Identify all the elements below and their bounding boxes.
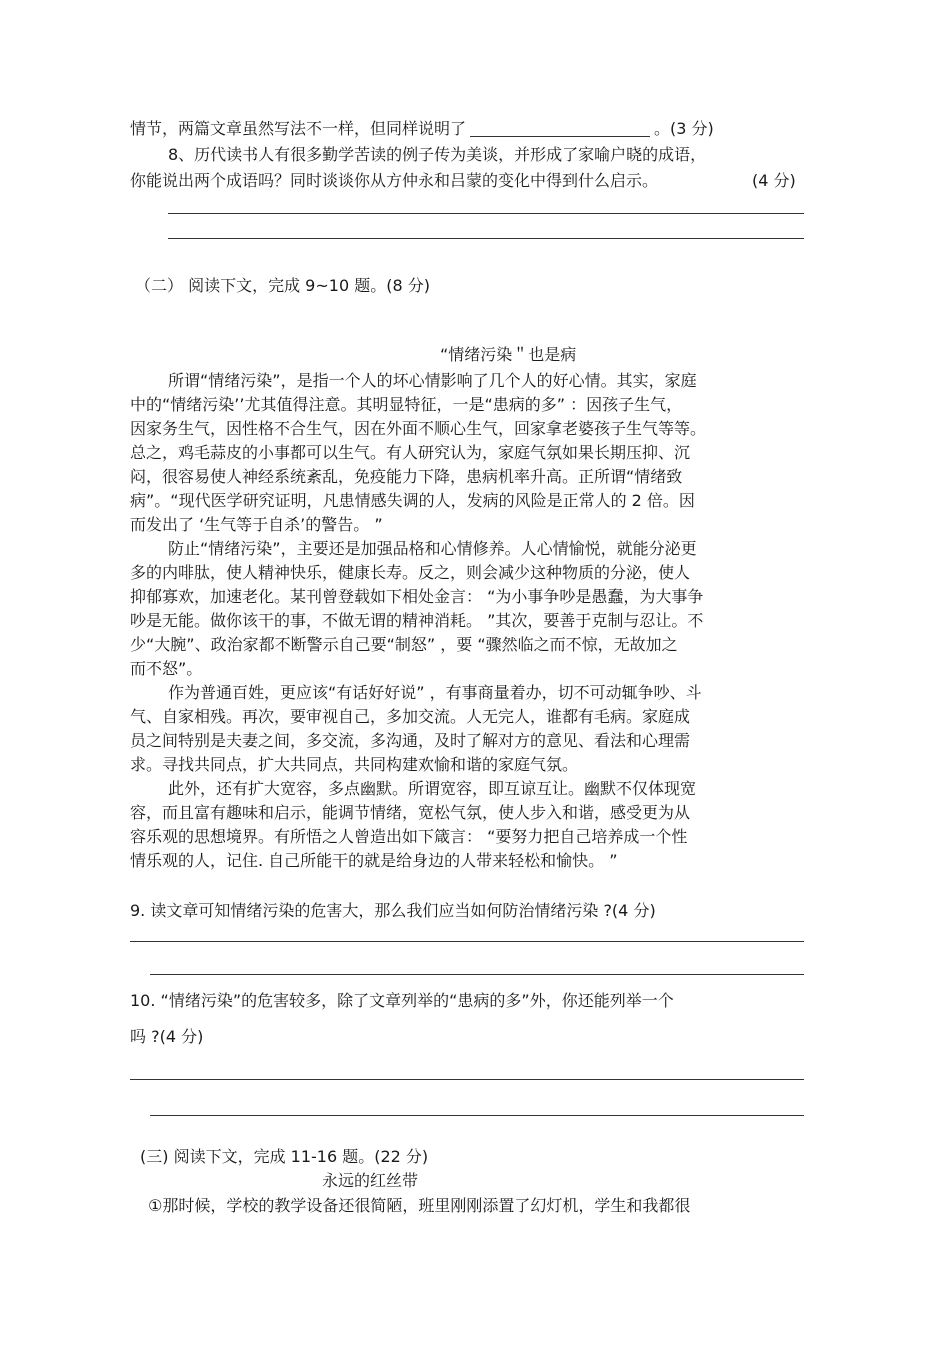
q8-answer-line-1[interactable]	[168, 213, 804, 214]
passage-line: 而不怒”。	[130, 659, 203, 678]
passage-line: 气、自家相残。再次，要审视自己，多加交流。人无完人，谁都有毛病。家庭成	[130, 707, 691, 726]
passage-line: 容，而且富有趣味和启示，能调节情绪，宽松气氛，使人步入和谐，感受更为从	[130, 803, 691, 822]
passage-line: 多的内啡肽，使人精神快乐，健康长寿。反之，则会减少这种物质的分泌，使人	[130, 563, 691, 582]
q10-line-2: 吗 ?(4 分)	[130, 1027, 204, 1046]
q8-line-2: 你能说出两个成语吗？同时谈谈你从方仲永和吕蒙的变化中得到什么启示。	[130, 171, 659, 190]
q10-answer-line-1[interactable]	[130, 1079, 804, 1080]
q8-answer-line-2[interactable]	[168, 238, 804, 239]
passage-line: 病”。“现代医学研究证明，凡患情感失调的人，发病的风险是正常人的 2 倍。因	[130, 491, 695, 510]
q10-answer-line-2[interactable]	[150, 1115, 804, 1116]
q8-score: (4 分)	[752, 171, 796, 190]
q7-line	[130, 118, 714, 140]
passage-line: 抑郁寡欢，加速老化。某刊曾登载如下相处金言： “为小事争吵是愚蠢，为大事争	[130, 587, 704, 606]
q9-answer-line-1[interactable]	[130, 941, 804, 942]
passage-line: 而发出了 ‘生气等于自杀’的警告。 ”	[130, 515, 383, 534]
passage-line: 少“大腕”、政治家都不断警示自己要“制怒” ，要 “骤然临之而不惊，无故加之	[130, 635, 678, 654]
passage-line: 容乐观的思想境界。有所悟之人曾造出如下箴言： “要努力把自己培养成一个性	[130, 827, 688, 846]
q9-question: 9. 读文章可知情绪污染的危害大，那么我们应当如何防治情绪污染 ?(4 分)	[130, 901, 656, 920]
passage-line: 防止“情绪污染”，主要还是加强品格和心情修养。人心情愉悦，就能分泌更	[168, 539, 697, 558]
section2-title: “情绪污染＂也是病	[440, 345, 577, 364]
passage-line: 吵是无能。做你该干的事，不做无谓的精神消耗。 ”其次，要善于克制与忍让。不	[130, 611, 704, 630]
passage-line: 情乐观的人，记住. 自己所能干的就是给身边的人带来轻松和愉快。 ”	[130, 851, 618, 870]
section2-header: （二） 阅读下文，完成 9~10 题。(8 分)	[135, 276, 430, 295]
section3-title: 永远的红丝带	[322, 1171, 419, 1190]
passage-line: 求。寻找共同点，扩大共同点，共同构建欢愉和谐的家庭气氛。	[130, 755, 579, 774]
passage-line: 作为普通百姓，更应该“有话好好说” ，有事商量着办，切不可动辄争吵、斗	[168, 683, 702, 702]
passage-line: 闷，很容易使人神经系统紊乱，免疫能力下降，患病机率升高。正所谓“情绪致	[130, 467, 683, 486]
q9-answer-line-2[interactable]	[150, 974, 804, 975]
passage-line: 此外，还有扩大宽容，多点幽默。所谓宽容，即互谅互让。幽默不仅体现宽	[168, 779, 697, 798]
section3-header: (三) 阅读下文，完成 11-16 题。(22 分)	[140, 1147, 429, 1166]
passage-line: 中的“情绪污染’’尤其值得注意。其明显特征，一是“患病的多” ：因孩子生气，	[130, 395, 683, 414]
q7-text-pre: 情节，两篇文章虽然写法不一样，但同样说明了	[130, 119, 467, 138]
q8-line-1: 8、历代读书人有很多勤学苦读的例子传为美谈，并形成了家喻户晓的成语，	[168, 145, 707, 164]
passage-line: 所谓“情绪污染”，是指一个人的坏心情影响了几个人的好心情。其实，家庭	[168, 371, 697, 390]
passage-line: 员之间特别是夫妻之间，多交流，多沟通，及时了解对方的意见、看法和心理需	[130, 731, 691, 750]
q7-text-post: 。(3 分)	[654, 119, 714, 138]
passage-line: 因家务生气，因性格不合生气，因在外面不顺心生气，回家拿老婆孩子生气等等。	[130, 419, 707, 438]
passage-line: 总之，鸡毛蒜皮的小事都可以生气。有人研究认为，家庭气氛如果长期压抑、沉	[130, 443, 691, 462]
q7-answer-blank[interactable]	[470, 120, 650, 137]
section3-first-line: ①那时候，学校的教学设备还很简陋，班里刚刚添置了幻灯机，学生和我都很	[148, 1196, 691, 1215]
q10-line-1: 10. “情绪污染”的危害较多，除了文章列举的“患病的多”外，你还能列举一个	[130, 991, 674, 1010]
